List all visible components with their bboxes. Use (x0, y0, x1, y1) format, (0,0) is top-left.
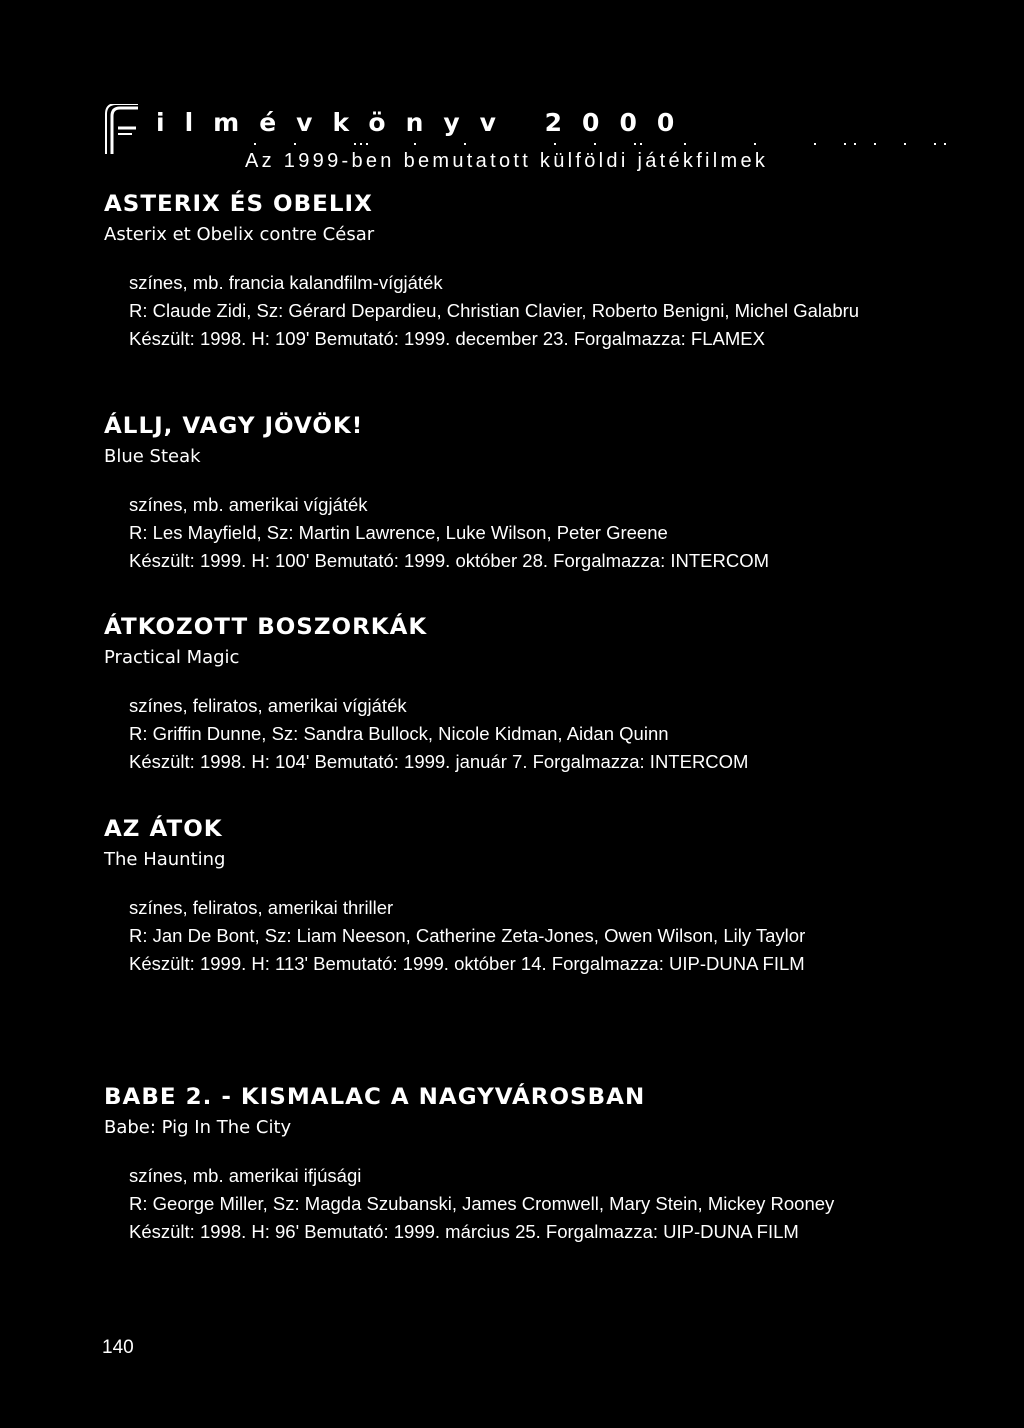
filmevkonyv-logo-icon (104, 104, 140, 156)
film-genre: színes, mb. amerikai vígjáték (129, 494, 368, 515)
film-title: BABE 2. - KISMALAC A NAGYVÁROSBAN (104, 1084, 646, 1110)
header-subtitle: Az 1999-ben bemutatott külföldi játékfilmek (245, 150, 769, 172)
film-release-info: Készült: 1998. H: 109' Bemutató: 1999. december 23. Forgalmazza: FLAMEX (129, 328, 765, 349)
film-title: ASTERIX ÉS OBELIX (104, 191, 373, 217)
film-entry (104, 413, 864, 575)
film-credits: R: Les Mayfield, Sz: Martin Lawrence, Luke Wilson, Peter Greene (129, 522, 668, 543)
film-details (104, 1162, 864, 1246)
film-credits: R: Jan De Bont, Sz: Liam Neeson, Catherine Zeta-Jones, Owen Wilson, Lily Taylor (129, 925, 806, 946)
film-original-title: Practical Magic (104, 647, 240, 668)
film-release-info: Készült: 1999. H: 113' Bemutató: 1999. október 14. Forgalmazza: UIP-DUNA FILM (129, 953, 805, 974)
film-title: ÁTKOZOTT BOSZORKÁK (104, 614, 428, 640)
decorative-dots (254, 142, 954, 146)
film-original-title: Asterix et Obelix contre César (104, 224, 375, 245)
film-release-info: Készült: 1999. H: 100' Bemutató: 1999. október 28. Forgalmazza: INTERCOM (129, 550, 770, 571)
film-genre: színes, mb. francia kalandfilm-vígjáték (129, 272, 443, 293)
yearbook-title: ilmévkönyv 2000 (156, 108, 695, 137)
film-entry (104, 614, 864, 776)
film-entry (104, 816, 864, 978)
film-title: AZ ÁTOK (104, 816, 223, 842)
film-details (104, 491, 864, 575)
film-entry (104, 191, 864, 353)
page-number: 140 (102, 1337, 134, 1358)
film-credits: R: Claude Zidi, Sz: Gérard Depardieu, Christian Clavier, Roberto Benigni, Michel Galabru (129, 300, 860, 321)
film-credits: R: Griffin Dunne, Sz: Sandra Bullock, Nicole Kidman, Aidan Quinn (129, 723, 669, 744)
film-genre: színes, mb. amerikai ifjúsági (129, 1165, 362, 1186)
film-genre: színes, feliratos, amerikai vígjáték (129, 695, 407, 716)
film-release-info: Készült: 1998. H: 104' Bemutató: 1999. január 7. Forgalmazza: INTERCOM (129, 751, 749, 772)
film-genre: színes, feliratos, amerikai thriller (129, 897, 394, 918)
film-original-title: Babe: Pig In The City (104, 1117, 292, 1138)
film-original-title: Blue Steak (104, 446, 201, 467)
film-details (104, 894, 864, 978)
film-title: ÁLLJ, VAGY JÖVÖK! (104, 413, 364, 439)
film-entry (104, 1084, 864, 1246)
film-credits: R: George Miller, Sz: Magda Szubanski, James Cromwell, Mary Stein, Mickey Rooney (129, 1193, 835, 1214)
page-header (104, 104, 864, 184)
film-details (104, 692, 864, 776)
film-details (104, 269, 864, 353)
film-release-info: Készült: 1998. H: 96' Bemutató: 1999. március 25. Forgalmazza: UIP-DUNA FILM (129, 1221, 799, 1242)
film-original-title: The Haunting (104, 849, 226, 870)
